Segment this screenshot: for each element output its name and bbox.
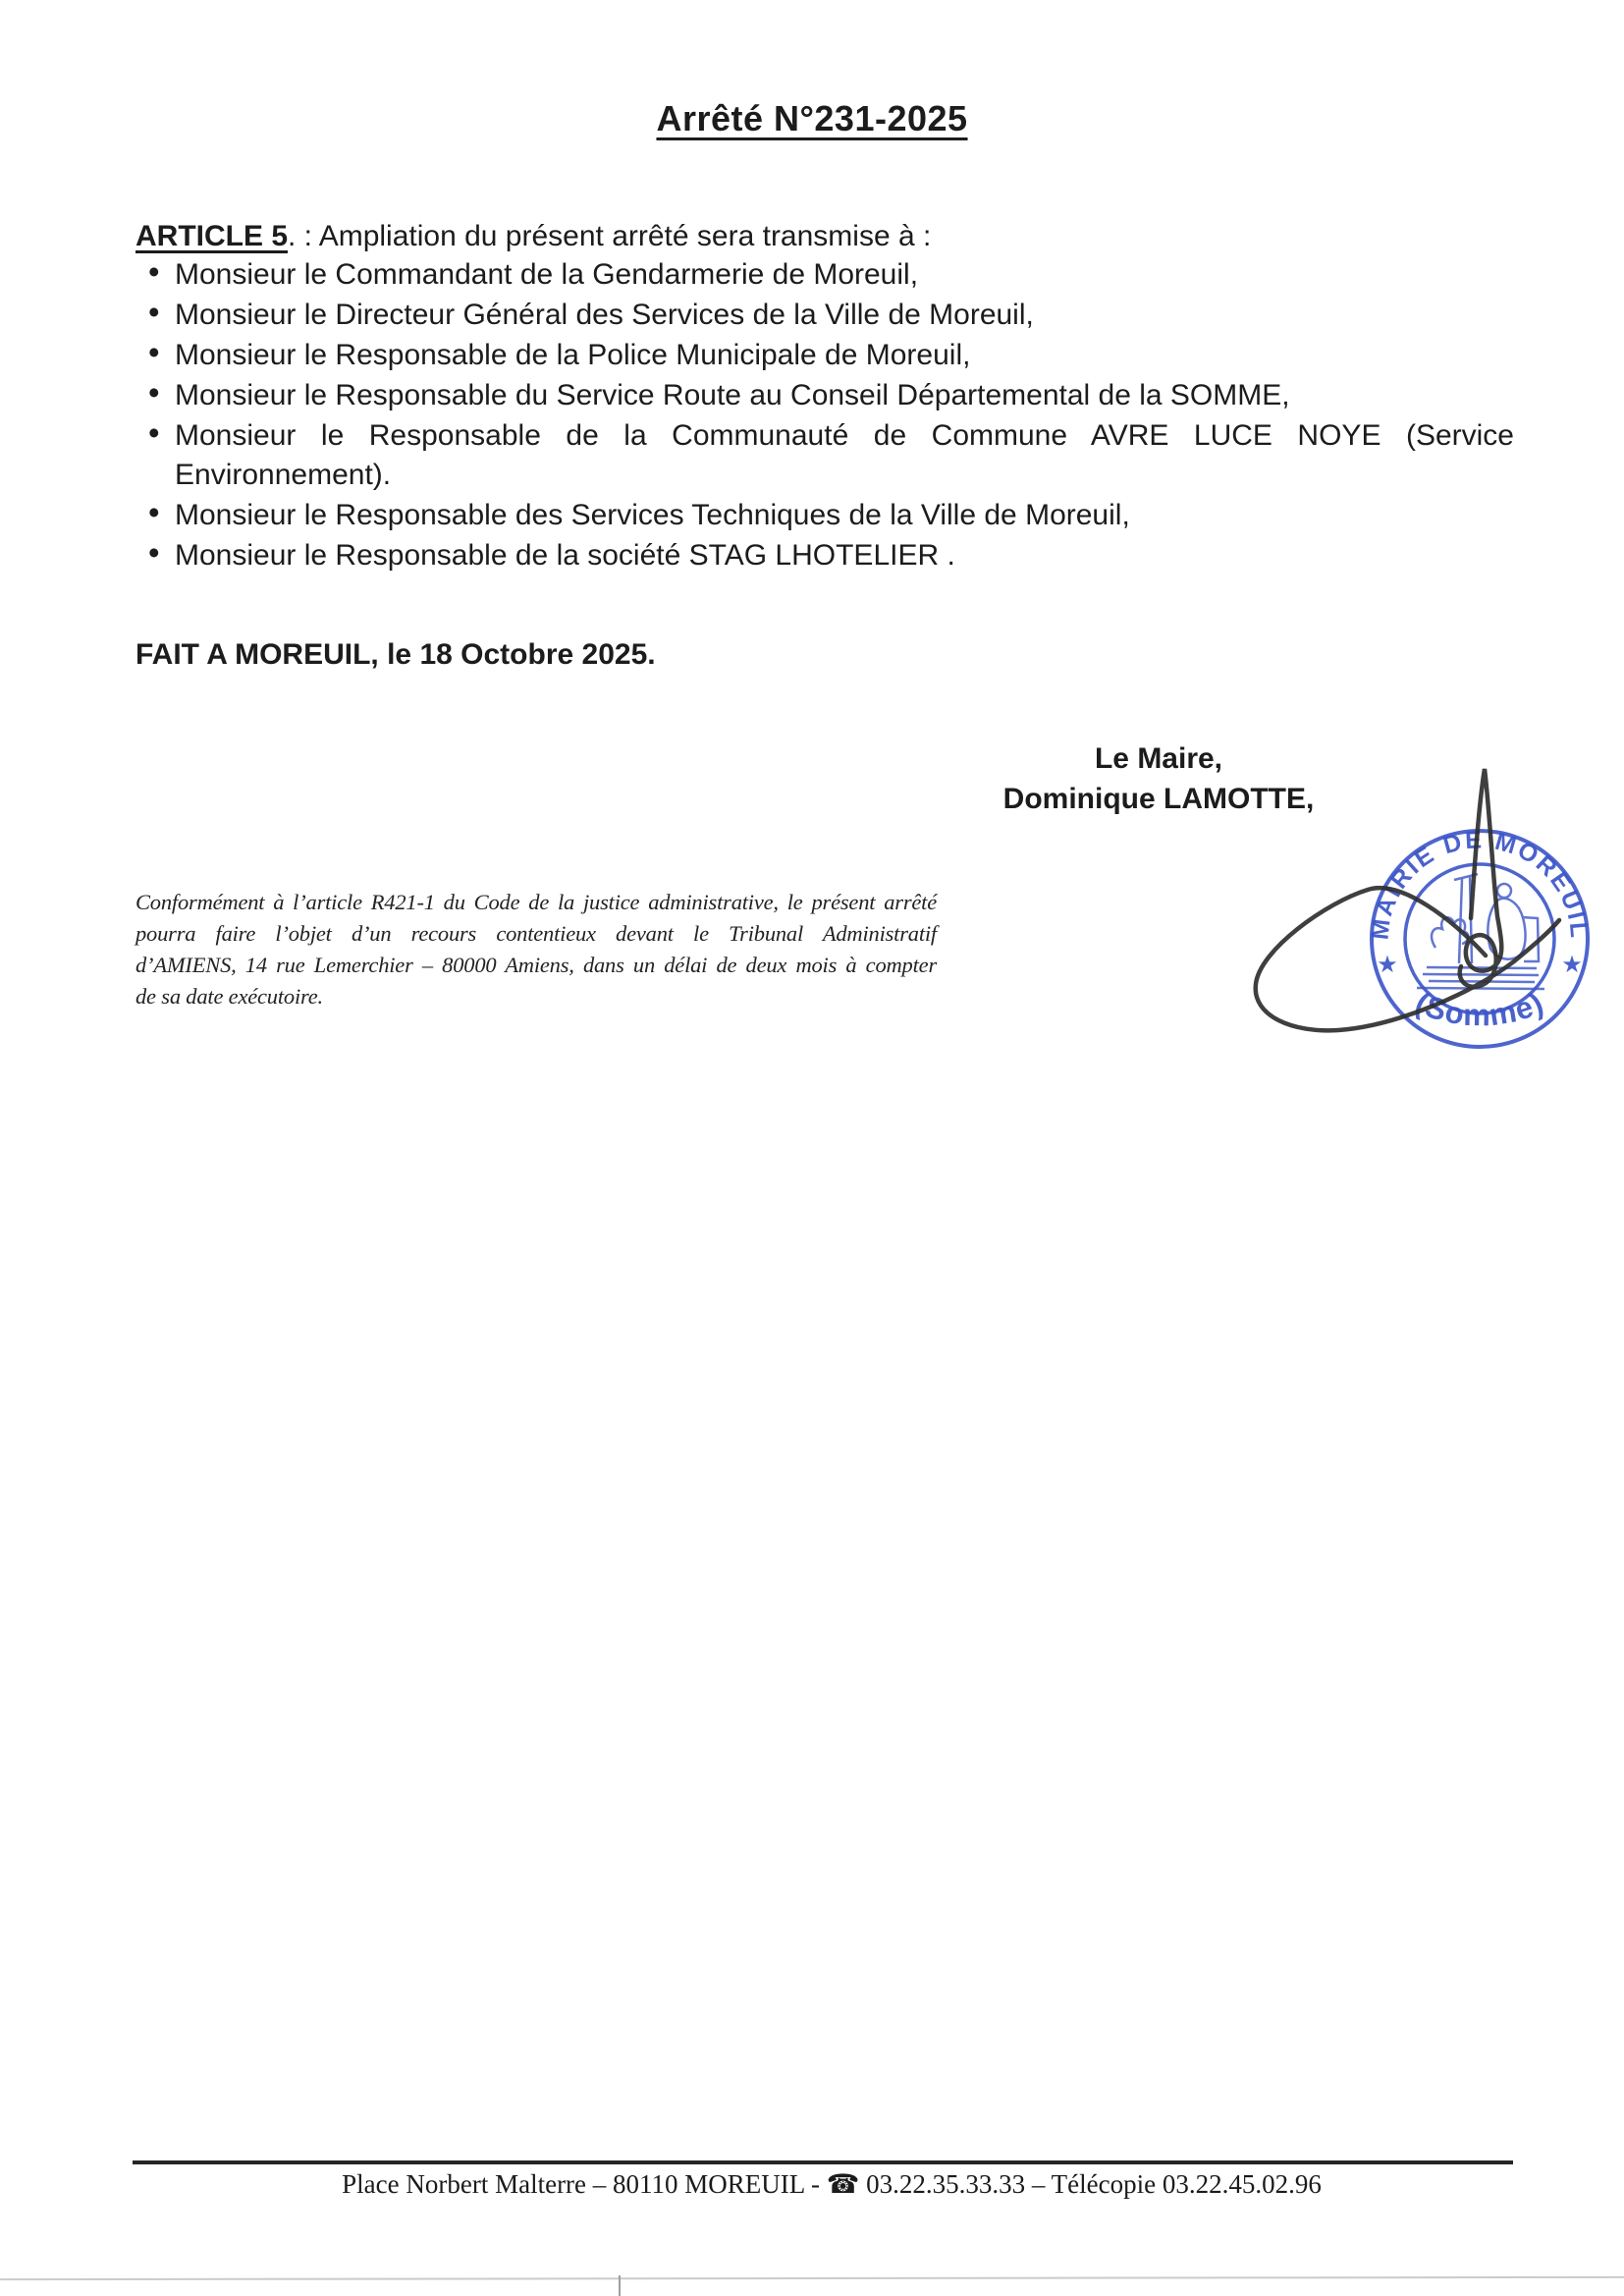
list-item bbox=[135, 296, 1514, 335]
list-item bbox=[135, 336, 1514, 375]
footer-divider bbox=[133, 2160, 1513, 2164]
article-5-heading bbox=[135, 217, 1514, 256]
list-item-text: Monsieur le Commandant de la Gendarmerie de Moreuil, bbox=[175, 258, 919, 291]
article-5-text: . : Ampliation du présent arrêté sera transmise à : bbox=[288, 220, 932, 252]
list-item bbox=[135, 255, 1514, 295]
list-item-text: Monsieur le Responsable de la Communauté de Commune AVRE LUCE NOYE (Service bbox=[175, 419, 1514, 452]
list-item bbox=[135, 416, 1514, 495]
bullet-icon: • bbox=[148, 414, 160, 451]
document-title bbox=[0, 98, 1624, 139]
list-item bbox=[135, 536, 1514, 575]
stamp-star-left-icon: ★ bbox=[1377, 952, 1398, 978]
list-item bbox=[135, 496, 1514, 535]
stamp-star-right-icon: ★ bbox=[1561, 952, 1583, 978]
bullet-icon: • bbox=[148, 253, 160, 290]
legal-notice-line: pourra faire l’objet d’un recours contentieux devant le Tribunal Administratif bbox=[135, 921, 937, 946]
footer-address: Place Norbert Malterre – 80110 MOREUIL - ☎ 03.22.35.33.33 – Télécopie 03.22.45.02.96 bbox=[342, 2169, 1322, 2199]
scan-artifact-tick bbox=[619, 2275, 621, 2296]
bullet-icon: • bbox=[148, 334, 160, 370]
bullet-icon: • bbox=[148, 294, 160, 330]
legal-notice-line: Conformément à l’article R421-1 du Code de la justice administrative, le présent arrêté bbox=[135, 890, 937, 914]
recipients-list bbox=[135, 255, 1514, 576]
scan-artifact-line bbox=[0, 2276, 1624, 2280]
legal-notice-line: d’AMIENS, 14 rue Lemerchier – 80000 Amiens, dans un délai de deux mois à compter bbox=[135, 953, 937, 977]
legal-notice bbox=[135, 887, 937, 1012]
list-item-text: Monsieur le Responsable du Service Route au Conseil Départemental de la SOMME, bbox=[175, 379, 1290, 411]
list-item-text: Monsieur le Directeur Général des Services de la Ville de Moreuil, bbox=[175, 299, 1034, 331]
legal-notice-line: de sa date exécutoire. bbox=[135, 984, 323, 1009]
list-item bbox=[135, 376, 1514, 415]
list-item-text: Monsieur le Responsable de la Police Municipale de Moreuil, bbox=[175, 339, 971, 371]
handwritten-signature bbox=[1232, 751, 1576, 1046]
list-item-text: Monsieur le Responsable des Services Techniques de la Ville de Moreuil, bbox=[175, 499, 1130, 531]
list-item-text-continued: Environnement). bbox=[175, 459, 392, 491]
stamp-bottom-text: (Somme) bbox=[1410, 985, 1549, 1033]
document-title-text: Arrêté N°231-2025 bbox=[656, 98, 968, 138]
bullet-icon: • bbox=[148, 374, 160, 410]
list-item-text: Monsieur le Responsable de la société STAG LHOTELIER . bbox=[175, 539, 955, 572]
signatory-name: Dominique LAMOTTE, bbox=[1002, 783, 1315, 815]
bullet-icon: • bbox=[148, 494, 160, 530]
bullet-icon: • bbox=[148, 534, 160, 571]
signatory-title: Le Maire, bbox=[1094, 742, 1223, 775]
stamp-top-text: MAIRIE DE MOREUIL bbox=[1366, 826, 1594, 942]
article-5-label: ARTICLE 5 bbox=[135, 220, 289, 252]
place-date-line: FAIT A MOREUIL, le 18 Octobre 2025. bbox=[135, 638, 656, 671]
